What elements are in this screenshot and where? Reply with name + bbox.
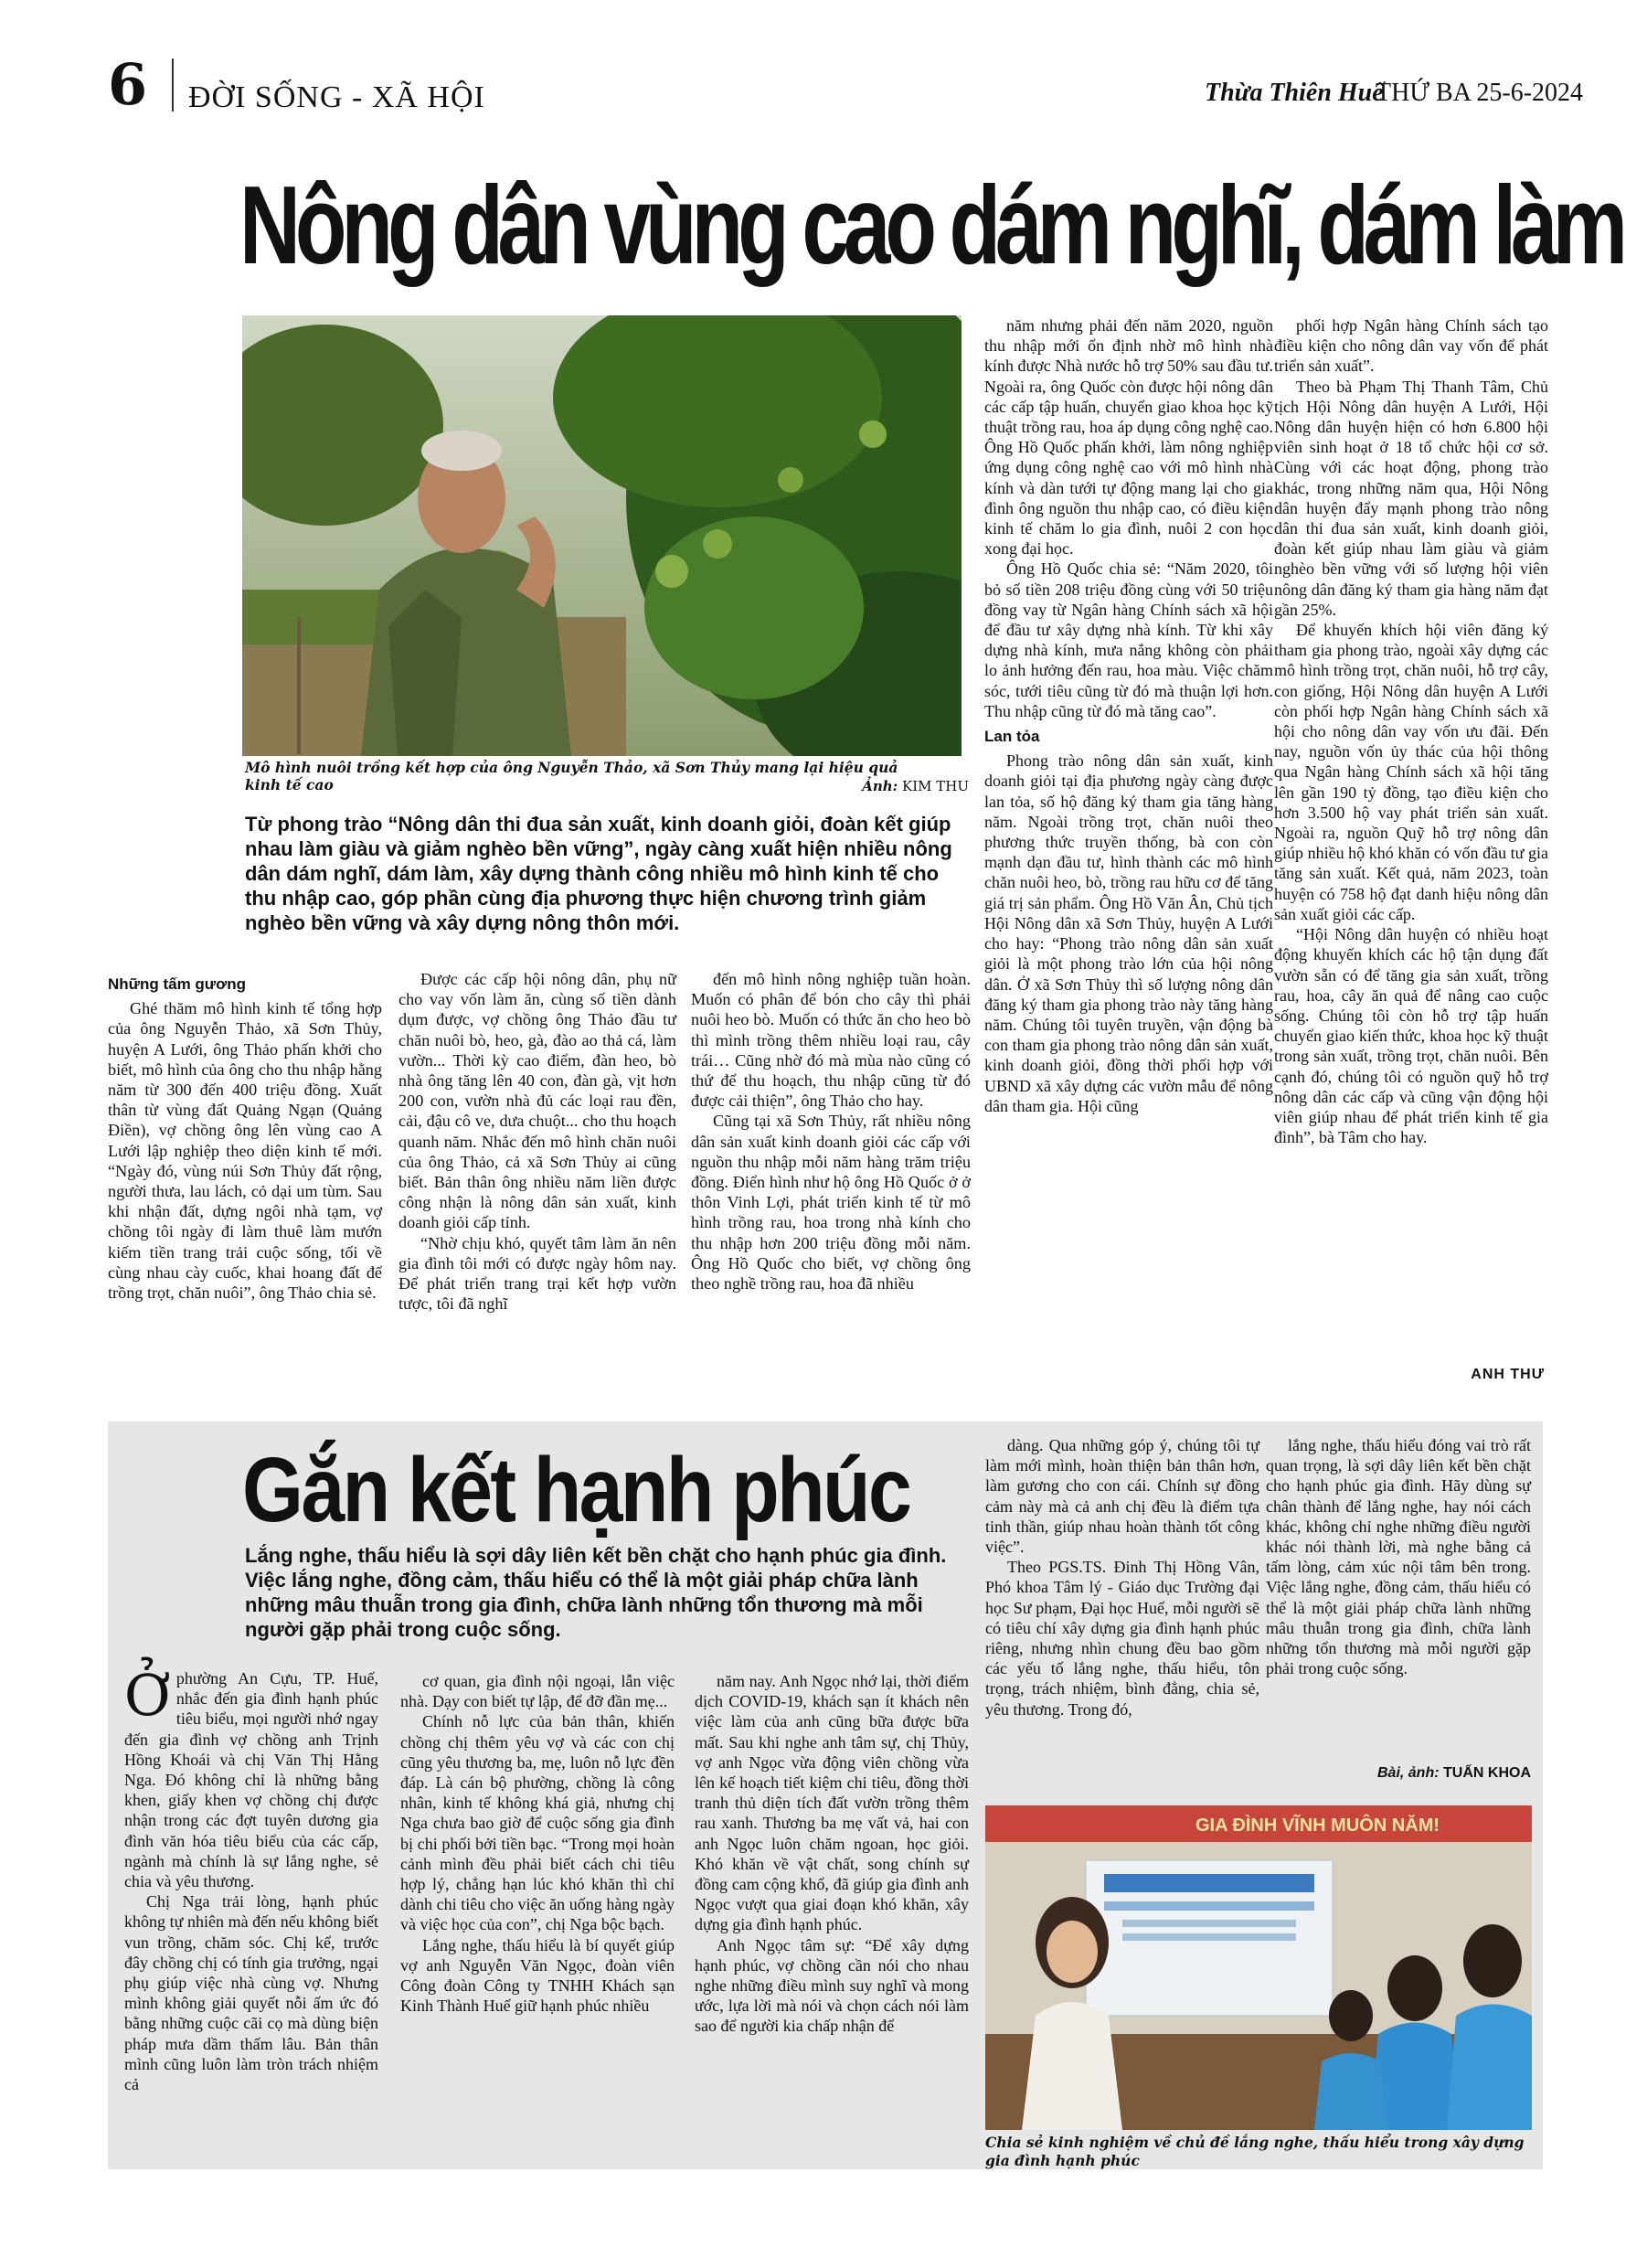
- column-text: [691, 969, 971, 1294]
- story-1-photo: [242, 315, 962, 756]
- story-1-column-4: [984, 315, 1273, 1116]
- story-2-column-4: [985, 1435, 1259, 1720]
- drop-cap: Ở: [124, 1662, 171, 1729]
- story-2-photo-caption: Chia sẻ kinh nghiệm về chủ đề lắng nghe, thấu hiểu trong xây dựng gia đình hạnh phúc: [985, 2134, 1525, 2169]
- paragraph: Theo PGS.TS. Đinh Thị Hồng Vân, Phó khoa Tâm lý - Giáo dục Trường đại học Sư phạm, Đại học Huế, mỗi người sẽ có tiêu chí xây dựng gia đình hạnh phúc riêng, nhưng nhìn chung đều bao gồm các yếu tố lắng nghe, thấu hiểu, tôn trọng, trách nhiệm, bình đẳng, chia sẻ, yêu thương. Trong đó,: [985, 1558, 1259, 1719]
- paragraph: Ghé thăm mô hình kinh tế tổng hợp của ông Nguyễn Thảo, xã Sơn Thủy, huyện A Lưới, ông Thảo phấn khởi cho biết, mô hình của ông cho thu nhập hằng năm từ 300 đến 400 triệu đồng. Xuất thân từ vùng đất Quảng Ngạn (Quảng Điền), vợ chồng ông lên vùng cao A Lưới lập nghiệp theo diện kinh tế mới. “Ngày đó, vùng núi Sơn Thủy đất rộng, người thưa, lau lách, cỏ dại um tùm. Sau khi nhận đất, dựng ngôi nhà tạm, vợ chồng tôi ngày đi làm thuê làm mướn kiếm tiền trang trải cuộc sống, tối về cùng nhau cày cuốc, khai hoang đất để trồng trọt, chăn nuôi”, ông Thảo chia sẻ.: [108, 999, 382, 1303]
- column-text: [124, 1891, 378, 2094]
- column-text: [985, 1435, 1259, 1720]
- paragraph: năm nhưng phải đến năm 2020, nguồn thu nhập mới ổn định nhờ mô hình nhà kính được Nhà nước hỗ trợ 50% sau đầu tư. Ngoài ra, ông Quốc còn được hội nông dân các cấp tập huấn, chuyển giao khoa học kỹ thuật trồng rau, hoa áp dụng công nghệ cao. Ông Hồ Quốc phấn khởi, làm nông nghiệp ứng dụng công nghệ cao với mô hình nhà kính và dàn tưới tự động mang lại cho gia đình ông nguồn thu nhập cao, có điều kiện kinh tế chăm lo gia đình, nuôi 2 con học xong đại học.: [984, 316, 1273, 559]
- photo-credit-name: KIM THU: [902, 778, 969, 794]
- story-1-column-2: [398, 969, 676, 1314]
- header-divider: [172, 59, 174, 112]
- story-2-column-2: [400, 1671, 675, 2016]
- author-name: TUẤN KHOA: [1443, 1765, 1531, 1781]
- first-paragraph: [124, 1662, 378, 1891]
- page-number: 6: [108, 51, 148, 118]
- photo-credit-label: Ảnh:: [862, 778, 898, 794]
- column-text: [1266, 1435, 1531, 1678]
- story-2-author: [1280, 1765, 1531, 1782]
- first-paragraph-text: phường An Cựu, TP. Huế, nhắc đến gia đình hạnh phúc tiêu biểu, mọi người nhớ ngay đến gia đình vợ chồng anh Trịnh Hồng Khoái và chị Văn Thị Hằng Nga. Đó không chỉ là những bằng khen, giấy khen vợ chồng chị được nhận trong các đợt tuyên dương gia đình văn hóa tiêu biểu của các cấp, ngành mà chính là sự lắng nghe, sẻ chia và yêu thương.: [124, 1669, 378, 1891]
- section-title: ĐỜI SỐNG - XÃ HỘI: [188, 80, 485, 114]
- meeting-photo-image: [985, 1805, 1532, 2130]
- story-1-column-1: [108, 969, 382, 1303]
- story-2-column-3: [695, 1671, 969, 2037]
- farmer-orchard-image: [242, 315, 962, 756]
- paragraph: Chị Nga trải lòng, hạnh phúc không tự nhiên mà đến nếu không biết vun trồng, chăm sóc. Chị kể, trước đây chồng chị có tính gia trưởng, ngại phụ giúp việc nhà cùng vợ. Nhưng mình không giải quyết nỗi ấm ức đó bằng những cuộc cãi cọ mà dùng biện pháp mưa dầm thấm lâu. Bản thân mình cũng luôn làm tròn trách nhiệm cả: [124, 1892, 378, 2094]
- subheading-lan-toa: Lan tỏa: [984, 728, 1040, 746]
- paragraph: Lắng nghe, thấu hiểu là bí quyết giúp vợ anh Nguyễn Văn Ngọc, đoàn viên Công đoàn Công ty TNHH Khách sạn Kinh Thành Huế giữ hạnh phúc nhiều: [400, 1935, 675, 2016]
- paragraph: đến mô hình nông nghiệp tuần hoàn. Muốn có phân để bón cho cây thì phải nuôi heo bò. Muốn có thức ăn cho heo bò thì mình trồng thêm nhiều loại rau, cây trái… Cũng nhờ đó mà mùa nào cũng có thứ để thu hoạch, thu nhập cũng từ đó được cải thiện”, ông Thảo cho hay.: [691, 970, 971, 1111]
- subheading-nhung-tam-guong: Những tấm gương: [108, 975, 246, 993]
- paragraph: Ông Hồ Quốc chia sẻ: “Năm 2020, tôi bỏ số tiền 208 triệu đồng cùng với 50 triệu đồng vay từ Ngân hàng Chính sách xã hội để đầu tư xây dựng nhà kính. Từ khi xây dựng nhà kính, mưa nắng không còn phải lo ảnh hưởng đến rau, hoa màu. Việc chăm sóc, tưới tiêu cũng từ đó mà thuận lợi hơn. Thu nhập cũng từ đó mà tăng cao”.: [984, 559, 1273, 720]
- column-text: [1274, 315, 1548, 1147]
- paragraph: phối hợp Ngân hàng Chính sách tạo điều kiện cho nông dân vay vốn để phát triển sản xuất”.: [1274, 316, 1548, 376]
- column-text: [984, 315, 1273, 721]
- column-text: [400, 1671, 675, 2016]
- paragraph: Để khuyến khích hội viên đăng ký tham gia phong trào, ngoài xây dựng các mô hình trồng trọt, chăn nuôi, hỗ trợ cây, con giống, Hội Nông dân huyện A Lưới còn phối hợp Ngân hàng Chính sách xã hội cho nông dân vay vốn ưu đãi. Đến nay, nguồn vốn ủy thác của hội thông qua Ngân hàng Chính sách xã hội tăng lên gần 190 tỷ đồng, tạo điều kiện cho hơn 3.500 hộ vay phát triển sản xuất. Ngoài ra, nguồn Quỹ hỗ trợ nông dân giúp nhiều hộ khó khăn có vốn đầu tư gia tăng sản xuất. Kết quả, năm 2023, toàn huyện có 758 hộ đạt danh hiệu nông dân sản xuất giỏi các cấp.: [1274, 621, 1548, 923]
- story-2-photo: [985, 1805, 1532, 2130]
- story-1-column-5: [1274, 315, 1548, 1147]
- story-2-lead: Lắng nghe, thấu hiểu là sợi dây liên kết bền chặt cho hạnh phúc gia đình. Việc lắng nghe, đồng cảm, thấu hiểu có thể là một giải pháp chữa lành những mâu thuẫn trong gia đình, chữa lành những tổn thương mà mỗi người gặp phải trong cuộc sống.: [245, 1544, 947, 1641]
- story-1-photo-caption: Mô hình nuôi trồng kết hợp của ông Nguyễn Thảo, xã Sơn Thủy mang lại hiệu quả kinh tế cao: [245, 759, 898, 793]
- banner-text: GIA ĐÌNH VĨNH MUÔN NĂM!: [1195, 1815, 1440, 1836]
- author-label: Bài, ảnh:: [1376, 1765, 1440, 1781]
- paragraph: Anh Ngọc tâm sự: “Để xây dựng hạnh phúc, vợ chồng cần nói cho nhau nghe những điều mình suy nghĩ và mong ước, lựa lời mà nói và chọn cách nói làm sao để người kia chấp nhận để: [695, 1935, 969, 2036]
- paragraph: Được các cấp hội nông dân, phụ nữ cho vay vốn làm ăn, cùng số tiền dành dụm được, vợ chồng ông Thảo đầu tư chăn nuôi bò, heo, gà, đào ao thả cá, làm vườn... Thời kỳ cao điểm, đàn heo, bò nhà ông tăng lên 40 con, đàn gà, vịt hơn 200 con, vườn nhà đủ các loại rau đền, cải, đậu cô ve, dưa chuột... cho thu hoạch quanh năm. Nhắc đến mô hình chăn nuôi của ông Thảo, cả xã Sơn Thủy ai cũng biết. Bản thân ông nhiều năm liền được công nhận là nông dân sản xuất, kinh doanh giỏi cấp tỉnh.: [398, 970, 676, 1232]
- paragraph: “Nhờ chịu khó, quyết tâm làm ăn nên gia đình tôi mới có được ngày hôm nay. Để phát triển trang trại kết hợp vườn tược, tôi đã nghĩ: [398, 1233, 676, 1314]
- issue-date: THỨ BA 25-6-2024: [1376, 79, 1584, 107]
- paragraph: năm nay. Anh Ngọc nhớ lại, thời điểm dịch COVID-19, khách sạn ít khách nên việc làm của anh cũng bữa được bữa mất. Sau khi nghe anh tâm sự, chị Thủy, vợ anh Ngọc vừa động viên chồng vừa lên kế hoạch tiết kiệm chi tiêu, đồng thời tranh thủ diện tích đất vườn trồng thêm rau xanh. Thương ba mẹ vất vả, hai con anh Ngọc luôn chăm ngoan, học giỏi. Khó khăn về vật chất, song chính sự đồng cam cộng khổ, đã giúp gia đình anh Ngọc vượt qua giai đoạn khó khăn, xây dựng gia đình hạnh phúc.: [695, 1672, 969, 1934]
- column-text: [398, 969, 676, 1314]
- story-1-photo-credit: [804, 778, 969, 794]
- paragraph: cơ quan, gia đình nội ngoại, lẫn việc nhà. Dạy con biết tự lập, để đỡ đần mẹ...: [400, 1672, 675, 1711]
- paragraph: Cũng tại xã Sơn Thủy, rất nhiều nông dân sản xuất kinh doanh giỏi các cấp với nguồn thu nhập mỗi năm hàng trăm triệu đồng. Điển hình như hộ ông Hồ Quốc ở ở thôn Vinh Lợi, phát triển kinh tế từ mô hình trồng rau, hoa trong nhà kính cho thu nhập hơn 200 triệu đồng mỗi năm. Ông Hồ Quốc cho biết, vợ chồng ông theo nghề trồng rau, hoa đã nhiều: [691, 1112, 971, 1294]
- story-1-headline: Nông dân vùng cao dám nghĩ, dám làm: [239, 163, 1622, 287]
- story-1-lead: Từ phong trào “Nông dân thi đua sản xuất, kinh doanh giỏi, đoàn kết giúp nhau làm giàu và giảm nghèo bền vững”, ngày càng xuất hiện nhiều nông dân dám nghĩ, dám làm, xây dựng thành công nhiều mô hình kinh tế cho thu nhập cao, góp phần cùng địa phương thực hiện chương trình giảm nghèo bền vững và xây dựng nông thôn mới.: [245, 813, 952, 934]
- story-2-column-5: [1266, 1435, 1531, 1678]
- paragraph: Phong trào nông dân sản xuất, kinh doanh giỏi tại địa phương ngày càng được lan tỏa, số hộ đăng ký tham gia tăng hàng năm. Ngoài trồng trọt, chăn nuôi theo phương thức truyền thống, bà con còn mạnh dạn đầu tư, hình thành các mô hình chăn nuôi heo, bò, trồng rau hữu cơ để tăng giá trị sản phẩm. Ông Hồ Văn Ân, Chủ tịch Hội Nông dân xã Sơn Thủy, huyện A Lưới cho hay: “Phong trào nông dân sản xuất giỏi là một phong trào lớn của hội nông dân. Ở xã Sơn Thủy thì số lượng nông dân đăng ký tham gia phong trào này tăng hàng năm. Chúng tôi tuyên truyền, vận động bà con tham gia phong trào nông dân sản xuất, kinh doanh giỏi, đồng thời phối hợp với UBND xã xây dựng các vườn mẫu để nông dân tham gia. Hội cũng: [984, 751, 1273, 1115]
- paragraph: Theo bà Phạm Thị Thanh Tâm, Chủ tịch Hội Nông dân huyện A Lưới, Hội Nông dân huyện hiện có hơn 6.800 hội viên sinh hoạt ở 18 tổ chức hội cơ sở. Cùng với các hoạt động, phong trào khác, trong những năm qua, Hội Nông dân huyện đẩy mạnh phong trào nông dân thi đua sản xuất, kinh doanh giỏi, đoàn kết giúp nhau làm giàu và giảm nghèo bền vững với số lượng hội viên nông dân đăng ký tham gia hàng năm đạt gần 25%.: [1274, 377, 1548, 619]
- newspaper-brand: Thừa Thiên Huế: [1205, 79, 1384, 107]
- paragraph: “Hội Nông dân huyện có nhiều hoạt động khuyến khích các hộ tận dụng đất vườn sẵn có để tăng gia sản xuất, trồng rau, hoa, cây ăn quả để nâng cao cuộc sống. Chúng tôi còn hỗ trợ tập huấn chuyển giao kiến thức, khoa học kỹ thuật trong sản xuất, trồng trọt, chăn nuôi. Bên cạnh đó, chúng tôi có nguồn quỹ hỗ trợ nông dân các cấp và cũng vận động hội viên giúp nhau để phát triển kinh tế gia đình”, bà Tâm cho hay.: [1274, 925, 1548, 1147]
- column-text: [984, 751, 1273, 1116]
- column-text: [108, 998, 382, 1303]
- story-1-column-3: [691, 969, 971, 1294]
- paragraph: lắng nghe, thấu hiểu đóng vai trò rất quan trọng, là sợi dây liên kết bền chặt cho hạnh phúc gia đình. Hãy dùng sự chân thành để lắng nghe, hay nói cách khác, không chỉ nghe những điều người khác nói thành lời, mà nghe bằng cả tấm lòng, cảm xúc nội tâm bên trong. Việc lắng nghe, đồng cảm, thấu hiểu có thể là một giải pháp chữa lành những mâu thuẫn trong gia đình, chữa lành những tổn thương mà mỗi người gặp phải trong cuộc sống.: [1266, 1436, 1531, 1678]
- story-2-column-1: [124, 1662, 378, 2094]
- column-text: [695, 1671, 969, 2037]
- story-1-author: ANH THƯ: [1471, 1367, 1545, 1382]
- paragraph: Chính nỗ lực của bản thân, khiến chồng chị thêm yêu vợ và các con chị cũng yêu thương ba, mẹ, luôn nỗ lực đền đáp. Là cán bộ phường, chồng là công nhân, kinh tế không khá giả, nhưng chị Nga chưa bao giờ để cuộc sống gia đình bị chi phối bởi tiền bạc. “Trong mọi hoàn cảnh mình đều phải biết cách chi tiêu hợp lý, chẳng hạn lúc khó khăn thì chỉ dành chi tiêu cho việc ăn uống hàng ngày và việc học của con”, chị Nga bộc bạch.: [400, 1712, 675, 1934]
- story-2-headline: Gắn kết hạnh phúc: [242, 1439, 910, 1541]
- paragraph: dàng. Qua những góp ý, chúng tôi tự làm mới mình, hoàn thiện bản thân hơn, làm gương cho con cái. Chính sự đồng cảm này mà cả anh chị đều là điểm tựa tinh thần, giúp nhau hoàn thành tốt công việc”.: [985, 1436, 1259, 1557]
